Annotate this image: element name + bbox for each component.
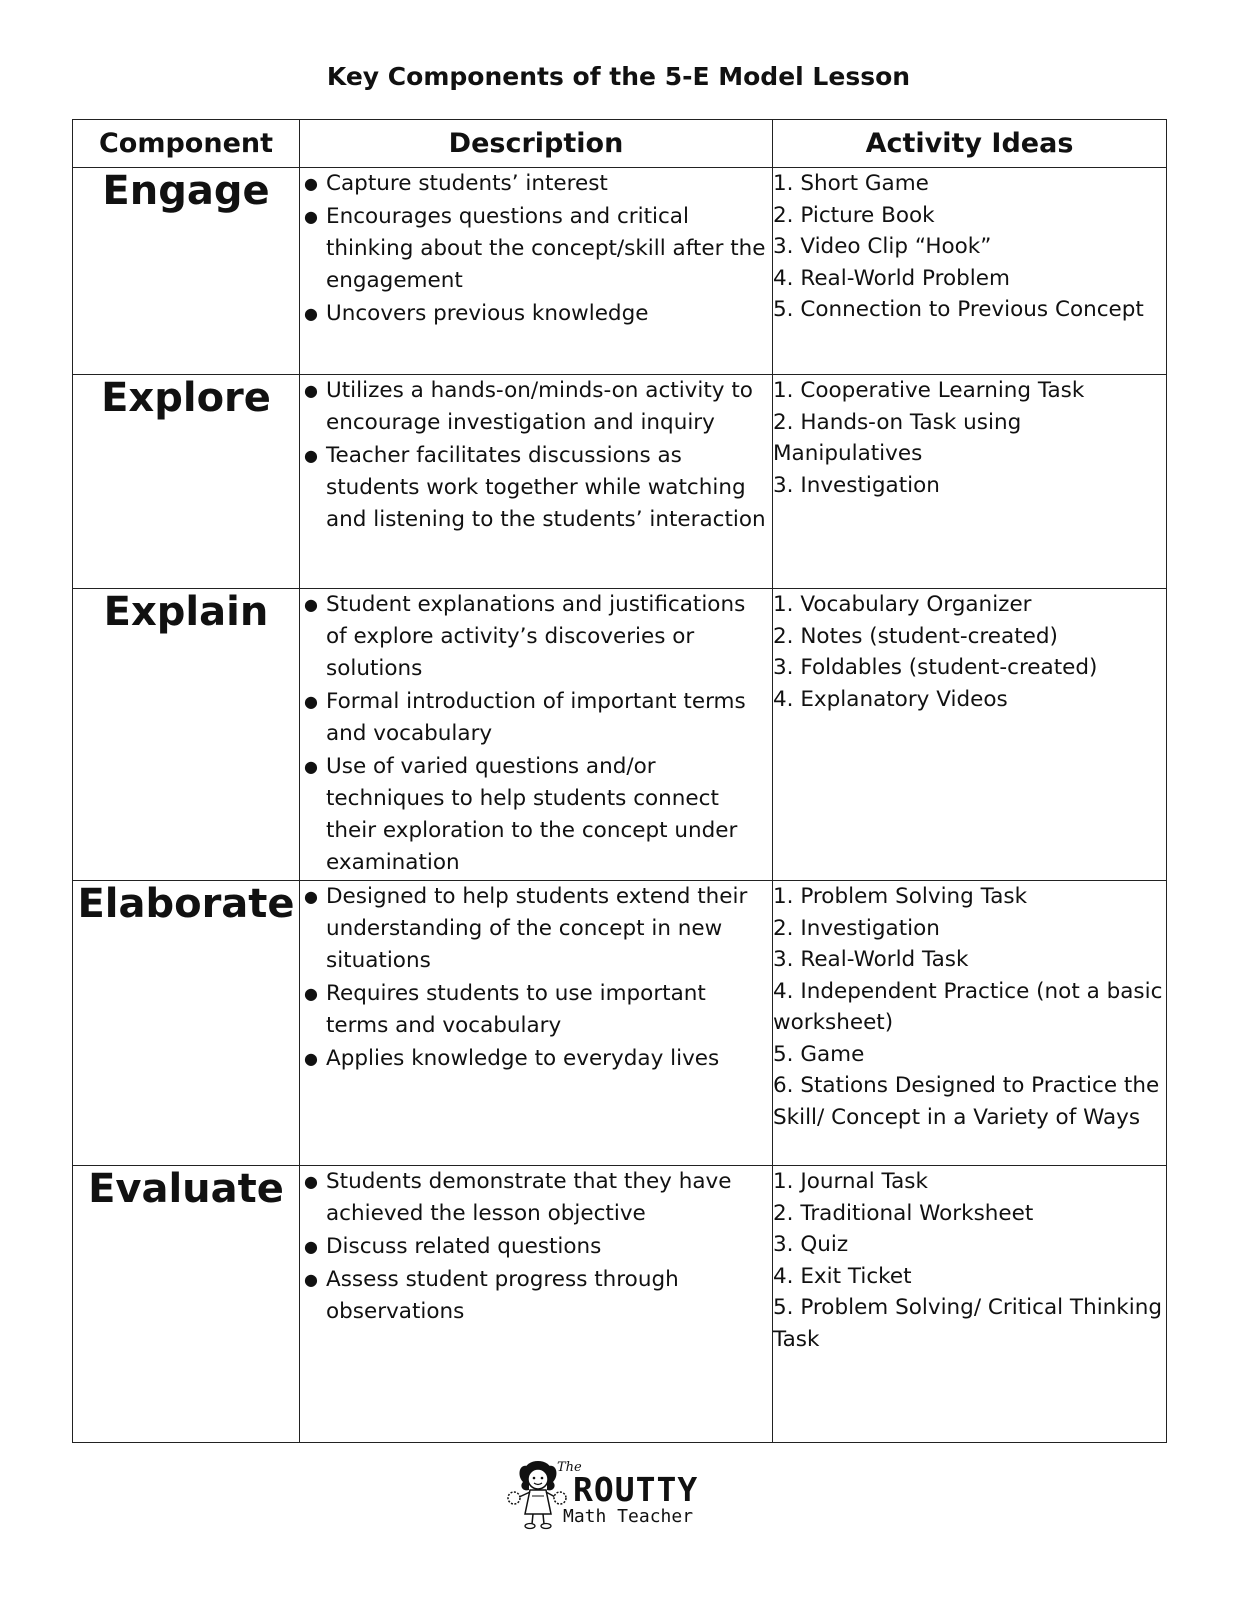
activity-item: 1. Journal Task xyxy=(773,1169,928,1194)
activity-item: 2. Traditional Worksheet xyxy=(773,1200,1034,1226)
activity-item: 4. Exit Ticket xyxy=(773,1263,912,1289)
description-cell xyxy=(300,1166,773,1443)
component-cell: Evaluate xyxy=(73,1166,300,1443)
table-row-evaluate xyxy=(73,1166,1167,1443)
description-cell xyxy=(300,375,773,589)
description-cell xyxy=(300,168,773,375)
bullet-icon: ● xyxy=(304,984,318,1003)
activity-item: 3. Video Clip “Hook” xyxy=(773,234,992,259)
bullet-icon: ● xyxy=(304,446,318,465)
activity-item: 1. Short Game xyxy=(773,171,929,196)
bullet-icon: ● xyxy=(304,304,318,323)
activity-item: 6. Stations Designed to Practice the Skill/ Concept in a Variety of Ways xyxy=(773,1073,1160,1130)
activity-item: 1. Vocabulary Organizer xyxy=(773,592,1032,617)
table-row-engage xyxy=(73,168,1167,375)
bullet-icon: ● xyxy=(304,207,318,226)
bullet-icon: ● xyxy=(304,1237,318,1256)
component-cell: Explore xyxy=(73,375,300,589)
activity-item: 4. Independent Practice (not a basic worksheet) xyxy=(773,978,1163,1035)
bullet-icon: ● xyxy=(304,1270,318,1289)
description-item: ● Utilizes a hands-on/minds-on activity to encourage investigation and inquiry xyxy=(300,375,772,439)
activity-item: 5. Connection to Previous Concept xyxy=(773,297,1144,322)
description-list xyxy=(300,589,772,879)
header-description: Description xyxy=(300,120,773,168)
logo-name-text: ROUTTY xyxy=(573,1470,699,1509)
description-item: ● Student explanations and justifications of explore activity’s discoveries or solutions xyxy=(300,589,772,685)
activity-item: 2. Hands-on Task using Manipulatives xyxy=(773,409,1022,466)
activity-item: 4. Explanatory Videos xyxy=(773,686,1008,712)
bullet-icon: ● xyxy=(304,887,318,906)
description-item: ● Assess student progress through observations xyxy=(300,1264,772,1328)
logo-subtitle-text: Math Teacher xyxy=(563,1506,694,1527)
description-item: ● Capture students’ interest xyxy=(300,168,772,200)
description-item: ● Applies knowledge to everyday lives xyxy=(300,1043,772,1075)
activity-cell xyxy=(773,1166,1167,1443)
description-item: ● Teacher facilitates discussions as students work together while watching and listening to the students’ interaction xyxy=(300,440,772,536)
header-component: Component xyxy=(73,120,300,168)
bullet-icon: ● xyxy=(304,757,318,776)
table-header-row xyxy=(73,120,1167,168)
activity-item: 4. Real-World Problem xyxy=(773,265,1010,291)
page-title: Key Components of the 5-E Model Lesson xyxy=(326,62,911,91)
description-item: ● Encourages questions and critical thinking about the concept/skill after the engagement xyxy=(300,201,772,297)
bullet-icon: ● xyxy=(304,692,318,711)
description-item: ● Discuss related questions xyxy=(300,1231,772,1263)
bullet-icon: ● xyxy=(304,1172,318,1191)
logo-the-text: The xyxy=(557,1460,582,1475)
table-row-explore xyxy=(73,375,1167,589)
activity-item: 3. Investigation xyxy=(773,472,940,498)
bullet-icon: ● xyxy=(304,1049,318,1068)
activity-cell xyxy=(773,589,1167,881)
activity-item: 2. Picture Book xyxy=(773,202,935,228)
bullet-icon: ● xyxy=(304,595,318,614)
description-item: ● Use of varied questions and/or techniques to help students connect their exploration to the concept under examination xyxy=(300,751,772,879)
activity-item: 2. Investigation xyxy=(773,915,940,941)
activity-item: 1. Cooperative Learning Task xyxy=(773,378,1085,403)
description-item: ● Requires students to use important terms and vocabulary xyxy=(300,978,772,1042)
activity-item: 5. Problem Solving/ Critical Thinking Task xyxy=(773,1295,1162,1352)
activity-cell xyxy=(773,375,1167,589)
activity-cell xyxy=(773,168,1167,375)
header-activity-ideas: Activity Ideas xyxy=(773,120,1167,168)
activity-item: 3. Real-World Task xyxy=(773,947,969,972)
component-cell: Elaborate xyxy=(73,881,300,1166)
activity-item: 3. Quiz xyxy=(773,1232,849,1257)
description-item: ● Designed to help students extend their understanding of the concept in new situations xyxy=(300,881,772,977)
description-cell xyxy=(300,589,773,881)
bullet-icon: ● xyxy=(304,381,318,400)
activity-item: 3. Foldables (student-created) xyxy=(773,655,1098,680)
table-row-explain xyxy=(73,589,1167,881)
description-cell xyxy=(300,881,773,1166)
bullet-icon: ● xyxy=(304,174,318,193)
five-e-table xyxy=(72,119,1167,1443)
component-cell: Explain xyxy=(73,589,300,881)
component-cell: Engage xyxy=(73,168,300,375)
description-list xyxy=(300,168,772,330)
description-list xyxy=(300,881,772,1075)
table-row-elaborate xyxy=(73,881,1167,1166)
activity-cell xyxy=(773,881,1167,1166)
activity-item: 2. Notes (student-created) xyxy=(773,623,1058,649)
description-item: ● Formal introduction of important terms and vocabulary xyxy=(300,686,772,750)
routty-math-teacher-logo xyxy=(505,1452,705,1532)
description-list xyxy=(300,375,772,536)
description-item: ● Students demonstrate that they have achieved the lesson objective xyxy=(300,1166,772,1230)
description-list xyxy=(300,1166,772,1328)
activity-item: 1. Problem Solving Task xyxy=(773,884,1028,909)
description-item: ● Uncovers previous knowledge xyxy=(300,298,772,330)
activity-item: 5. Game xyxy=(773,1041,865,1067)
